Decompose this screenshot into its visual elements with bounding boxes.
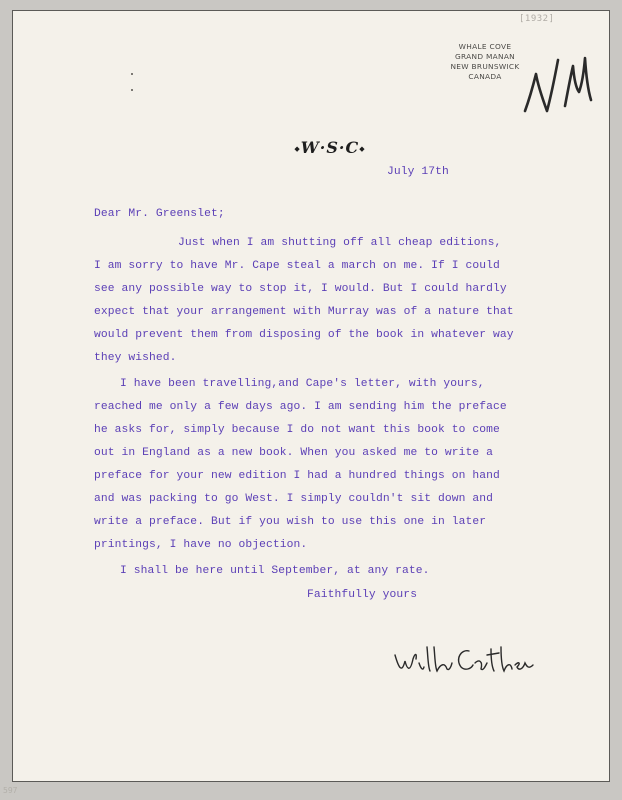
letter-date: July 17th [387,166,449,178]
body-line: preface for your new edition I had a hundred things on hand [94,470,500,482]
letter-salutation: Dear Mr. Greenslet; [94,208,225,220]
letterhead-address [441,42,529,82]
handwritten-signature [391,641,541,681]
body-line: he asks for, simply because I do not want this book to come [94,424,500,436]
address-line: GRAND MANAN [454,52,516,61]
body-line: they wished. [94,352,177,364]
address-line: NEW BRUNSWICK [450,62,520,71]
archive-reference: [1932] [519,14,555,24]
body-line: Just when I am shutting off all cheap editions, [178,237,502,249]
punch-marks [131,73,133,105]
body-line: see any possible way to stop it, I would. But I could hardly [94,283,507,295]
handwritten-nm-mark [521,56,601,116]
letter-page [12,10,610,782]
body-line: expect that your arrangement with Murray was of a nature that [94,306,514,318]
address-line: WHALE COVE [458,42,512,51]
body-line: I shall be here until September, at any rate. [120,565,430,577]
address-line: CANADA [468,72,502,81]
body-line: I have been travelling,and Cape's letter, with yours, [120,378,485,390]
letterhead-monogram: ◆W·S·C◆ [294,138,366,157]
page-number: 597 [3,786,18,795]
body-line: I am sorry to have Mr. Cape steal a march on me. If I could [94,260,500,272]
letter-closing: Faithfully yours [307,589,418,601]
monogram-text: W·S·C [300,138,360,157]
body-line: out in England as a new book. When you asked me to write a [94,447,493,459]
body-line: write a preface. But if you wish to use this one in later [94,516,487,528]
body-line: and was packing to go West. I simply couldn't sit down and [94,493,493,505]
body-line: reached me only a few days ago. I am sending him the preface [94,401,507,413]
body-line: printings, I have no objection. [94,539,308,551]
body-line: would prevent them from disposing of the book in whatever way [94,329,514,341]
